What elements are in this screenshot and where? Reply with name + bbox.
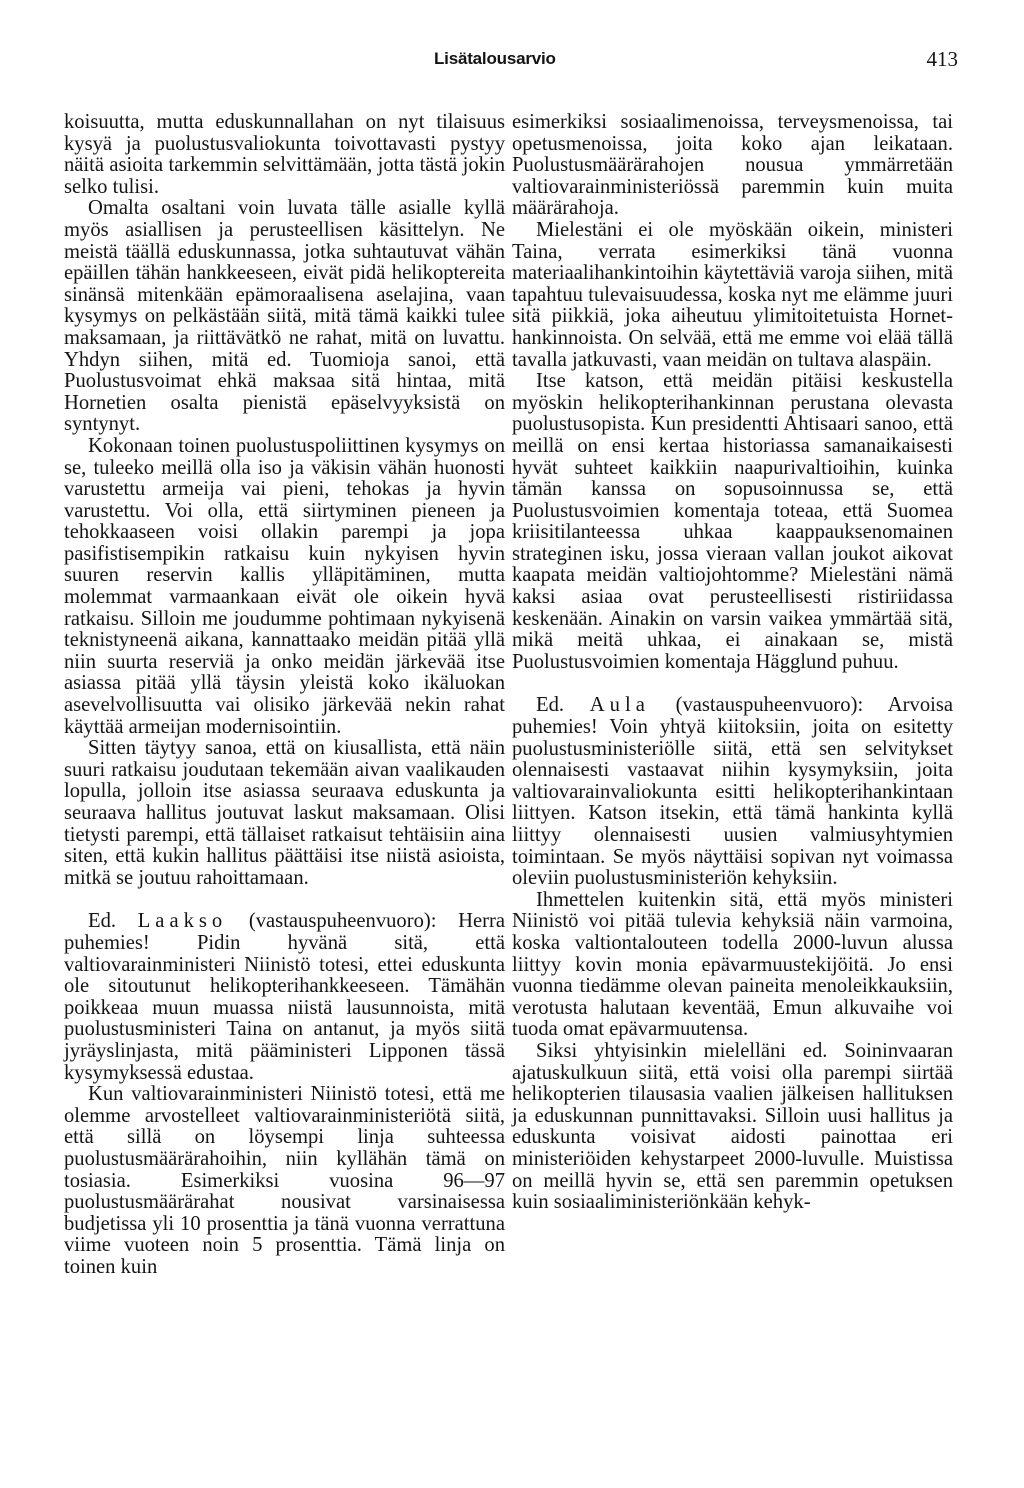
page-header (0, 47, 1024, 75)
paragraph: Kun valtiovarainministeri Niinistö totesi, että me olemme arvostelleet valtiovarainministeriötä siitä, että sillä on löysempi linja suhteessa puolustusmäärärahoihin, niin kyllähän tämä on tosiasia. Esimerkiksi vuosina 96—97 puolustusmäärärahat nousivat varsinaisessa budjetissa yli 10 prosenttia ja tänä vuonna verrattuna viime vuoteen noin 5 prosenttia. Tämä linja on toinen kuin (64, 1083, 505, 1278)
paragraph: Itse katson, että meidän pitäisi keskustella myöskin helikopterihankinnan perustana olevasta puolustusopista. Kun presidentti Ahtisaari sanoo, että meillä on ensi kertaa historiassa samanaikaisesti hyvät suhteet kaikkiin naapurivaltioihin, kuinka tämän kanssa on sopusoinnussa se, että Puolustusvoimien komentaja toteaa, että Suomea kriisitilanteessa uhkaa kaappauksenomainen strateginen isku, jossa vieraan vallan joukot aikovat kaapata meidän valtiojohtomme? Mielestäni nämä kaksi asiaa ovat perusteellisesti ristiriidassa keskenään. Ainakin on varsin vaikea ymmärtää sitä, mikä meitä uhkaa, ei ainakaan se, mistä Puolustusvoimien komentaja Hägglund puhuu. (512, 370, 953, 673)
paragraph: koisuutta, mutta eduskunnallahan on nyt tilaisuus kysyä ja puolustusvaliokunta toivottavasti pystyy näitä asioita tarkemmin selvittämään, jotta tästä jokin selko tulisi. (64, 111, 505, 198)
left-column (64, 112, 505, 1278)
speaker-name: Aula (589, 694, 650, 717)
speech-text: (vastauspuheenvuoro): Arvoisa puhemies! Voin yhtyä kiitoksiin, joita on esitetty puolustusministeriölle siitä, että sen selvitykset olennaisesti vastaavat niihin kysymyksiin, joita valtiovarainvaliokunta esitti helikopterihankintaan liittyen. Katson itsekin, että tämä hankinta kyllä liittyy olennaisesti uusien valmiusyhtymien toimintaan. Se myös näyttäisi sopivan nyt voimassa oleviin puolustusministeriön kehyksiin. (512, 694, 953, 890)
paragraph: Sitten täytyy sanoa, että on kiusallista, että näin suuri ratkaisu joudutaan tekemään aivan vaalikauden lopulla, jolloin itse asiassa seuraava eduskunta ja seuraava hallitus joutuvat laskut maksamaan. Olisi tietysti parempi, että tällaiset ratkaisut tehtäisiin aina siten, että kukin hallitus päättäisi itse niistä asioista, mitkä se joutuu rahoittamaan. (64, 737, 505, 889)
paragraph: Ihmettelen kuitenkin sitä, että myös ministeri Niinistö voi pitää tulevia kehyksiä näin varmoina, koska valtiontalouteen todella 2000-luvun alussa liittyy kovin monia epävarmuustekijöitä. Jo ensi vuonna tiedämme olevan paineita menoleikkauksiin, verotusta halutaan keventää, Emun alkuvaihe voi tuoda omat epävarmuutensa. (512, 888, 953, 1041)
paragraph: Omalta osaltani voin luvata tälle asialle kyllä myös asiallisen ja perusteellisen käsittelyn. Ne meistä täällä eduskunnassa, jotka suhtautuvat vähän epäillen tähän hankkeeseen, eivät pidä helikoptereita sinänsä mitenkään epämoraalisena aselajina, vaan kysymys on pelkästään siitä, mitä tämä kaikki tulee maksamaan, ja riittävätkö ne rahat, mitä on luvattu. Yhdyn siihen, mitä ed. Tuomioja sanoi, että Puolustusvoimat ehkä maksaa sitä hintaa, mitä Hornetien osalta pienistä epäselvyyksistä on syntynyt. (64, 197, 505, 436)
speech-paragraph (64, 911, 505, 1084)
paragraph: esimerkiksi sosiaalimenoissa, terveysmenoissa, tai opetusmenoissa, joita koko ajan leikataan. Puolustusmäärärahojen nousua ymmärretään valtiovarainministeriössä paremmin kuin muita määrärahoja. (512, 111, 953, 220)
page-number: 413 (926, 47, 958, 71)
paragraph: Mielestäni ei ole myöskään oikein, ministeri Taina, verrata esimerkiksi tänä vuonna materiaalihankintoihin käytettäviä varoja siihen, mitä tapahtuu tulevaisuudessa, koska nyt me elämme juuri sitä piikkiä, joka aiheutuu ylimitoitetuista Hornet-hankinnoista. On selvää, että me emme voi elää tällä tavalla jatkuvasti, vaan meidän on tultava alaspäin. (512, 218, 953, 371)
running-title: Lisätalousarvio (434, 49, 556, 68)
right-column (512, 112, 953, 1214)
speaker-name: Laakso (137, 910, 228, 933)
paragraph: Kokonaan toinen puolustuspoliittinen kysymys on se, tuleeko meillä olla iso ja väkisin vähän huonosti varustettu armeija vai pieni, tehokas ja hyvin varustettu. Voi olla, että siirtyminen pieneen ja tehokkaaseen voisi ollakin parempi ja jopa pasifistisempikin ratkaisu kuin nykyisen hyvin suuren reservin kallis ylläpitäminen, mutta molemmat varmaankaan eivät ole oikein hyvä ratkaisu. Silloin me joudumme pohtimaan nykyisenä teknistyneenä aikana, kannattaako meidän pitää yllä niin suurta reserviä ja onko meidän järkevää itse asiassa pitää yllä täysin yleistä koko ikäluokan asevelvollisuutta vai olisiko järkevää nekin rahat käyttää armeijan modernisointiin. (64, 434, 505, 738)
speech-text: (vastauspuheenvuoro): Herra puhemies! Pidin hyvänä sitä, että valtiovarainministeri Niinistö totesi, ettei eduskunta ole sitoutunut helikopterihankkeeseen. Tämähän poikkeaa muun muassa niistä lausunnoista, mitä puolustusministeri Taina on antanut, ja myös siitä jyräyslinjasta, mitä pääministeri Lipponen tässä kysymyksessä edustaa. (64, 910, 505, 1084)
speech-paragraph (512, 695, 953, 889)
speaker-prefix: Ed. (88, 910, 138, 933)
speaker-prefix: Ed. (536, 694, 590, 717)
paragraph: Siksi yhtyisinkin mielelläni ed. Soininvaaran ajatuskulkuun siitä, että voisi olla parempi siirtää helikopterien tilausasia vaalien jälkeisen hallituksen ja eduskunnan punnittavaksi. Silloin uusi hallitus ja eduskunta voisivat aidosti painottaa eri ministeriöiden kehystarpeet 2000-luvulle. Muistissa on meillä hyvin se, että sen paremmin opetuksen kuin sosiaaliministeriönkään kehyk- (512, 1039, 953, 1214)
